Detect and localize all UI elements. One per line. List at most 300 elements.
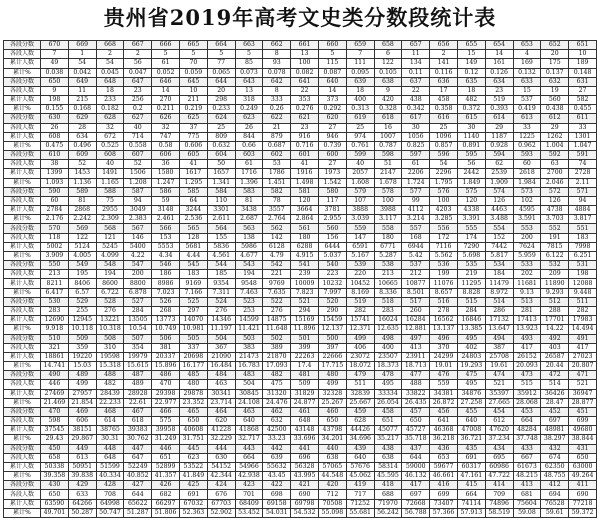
table-cell: 20.807 <box>569 362 597 371</box>
cumulative-count-row <box>4 352 597 361</box>
table-cell: 1786 <box>263 169 291 178</box>
table-cell: 16 <box>374 123 402 132</box>
table-cell: 30341 <box>207 389 235 398</box>
table-cell: 561 <box>291 224 319 233</box>
table-cell: 161 <box>485 59 513 68</box>
table-cell: 153 <box>152 233 180 242</box>
table-cell: 61 <box>152 59 180 68</box>
table-cell: 0.148 <box>569 68 597 77</box>
table-cell: 63000 <box>569 462 597 471</box>
table-cell: 61 <box>402 160 430 169</box>
table-cell: 60986 <box>485 462 513 471</box>
table-cell: 25 <box>346 123 374 132</box>
table-cell: 663 <box>235 41 263 50</box>
table-cell: 495 <box>457 380 485 389</box>
table-cell: 50.747 <box>96 508 124 517</box>
table-cell: 4338 <box>457 206 485 215</box>
table-cell: 535 <box>457 261 485 270</box>
table-cell: 2 <box>124 50 152 59</box>
table-cell: 41 <box>179 160 207 169</box>
table-cell: 12945 <box>68 316 96 325</box>
table-cell: 20337 <box>152 352 180 361</box>
table-cell: 32.229 <box>207 435 235 444</box>
table-cell: 544 <box>207 261 235 270</box>
table-cell: 100 <box>374 196 402 205</box>
table-cell: 651 <box>152 453 180 462</box>
table-cell: 5002 <box>41 242 69 251</box>
table-cell: 47008 <box>457 426 485 435</box>
table-cell: 620 <box>207 417 235 426</box>
table-cell: 446 <box>41 380 69 389</box>
table-cell: 32.717 <box>235 435 263 444</box>
cumulative-count-row <box>4 132 597 141</box>
score-row <box>4 334 597 343</box>
score-row <box>4 77 597 86</box>
table-cell: 620 <box>318 114 346 123</box>
table-cell: 6591 <box>346 242 374 251</box>
table-cell: 1.498 <box>291 178 319 187</box>
table-cell: 284 <box>457 306 485 315</box>
table-cell: 511 <box>346 380 374 389</box>
table-cell: 0.132 <box>513 68 541 77</box>
table-cell: 4.22 <box>124 251 152 260</box>
table-cell: 473 <box>513 371 541 380</box>
table-cell: 400 <box>374 343 402 352</box>
table-cell: 701 <box>235 490 263 499</box>
table-cell: 40.852 <box>124 472 152 481</box>
table-cell: 470 <box>152 380 180 389</box>
table-cell: 333 <box>263 96 291 105</box>
table-cell: 648 <box>291 417 319 426</box>
table-cell: 445 <box>179 444 207 453</box>
table-cell: 570 <box>41 224 69 233</box>
table-cell: 622 <box>263 114 291 123</box>
table-cell: 2.11 <box>569 178 597 187</box>
score-row <box>4 151 597 160</box>
table-cell: 565 <box>179 224 207 233</box>
table-cell: 631 <box>569 77 597 86</box>
table-cell: 552 <box>541 224 569 233</box>
table-cell: 0.045 <box>96 68 124 77</box>
table-cell: 2955 <box>96 206 124 215</box>
table-cell: 449 <box>68 444 96 453</box>
table-cell: 560 <box>318 224 346 233</box>
table-cell: 194 <box>235 270 263 279</box>
table-cell: 534 <box>485 261 513 270</box>
table-cell: 696 <box>291 453 319 462</box>
table-cell: 94 <box>124 196 152 205</box>
row-label: 各段分数 <box>4 187 41 196</box>
table-cell: 499 <box>346 334 374 343</box>
table-cell: 37 <box>179 123 207 132</box>
table-cell: 75 <box>96 196 124 205</box>
table-cell: 542 <box>263 261 291 270</box>
table-cell: 26.054 <box>374 398 402 407</box>
table-cell: 480 <box>318 371 346 380</box>
table-cell: 2 <box>430 50 458 59</box>
row-label: 累计人数 <box>4 59 41 68</box>
table-cell: 2728 <box>569 169 597 178</box>
table-cell: 4112 <box>402 206 430 215</box>
table-cell: 5 <box>235 50 263 59</box>
table-cell: 56 <box>457 160 485 169</box>
table-cell: 1.678 <box>374 178 402 187</box>
table-cell: 482 <box>457 96 485 105</box>
table-cell: 8.169 <box>346 288 374 297</box>
table-cell: 468 <box>96 407 124 416</box>
cumulative-count-row <box>4 316 597 325</box>
row-label: 累计人数 <box>4 242 41 251</box>
table-cell: 10 <box>569 50 597 59</box>
table-cell: 8986 <box>152 279 180 288</box>
cumulative-percent-row <box>4 251 597 260</box>
table-cell: 661 <box>291 41 319 50</box>
table-cell: 3.391 <box>457 215 485 224</box>
row-label: 各段分数 <box>4 371 41 380</box>
table-cell: 0.155 <box>41 105 69 114</box>
table-cell: 25708 <box>485 352 513 361</box>
table-cell: 3438 <box>235 206 263 215</box>
table-cell: 5836 <box>207 242 235 251</box>
table-cell: 1.004 <box>541 141 569 150</box>
table-cell: 12.137 <box>318 325 346 334</box>
table-cell: 456 <box>430 407 458 416</box>
table-cell: 3781 <box>318 206 346 215</box>
table-cell: 53 <box>263 160 291 169</box>
table-cell: 286 <box>485 306 513 315</box>
table-cell: 644 <box>124 490 152 499</box>
table-cell: 185 <box>207 270 235 279</box>
table-cell: 63 <box>541 160 569 169</box>
table-cell: 43148 <box>291 426 319 435</box>
cumulative-percent-row <box>4 288 597 297</box>
table-cell: 3.591 <box>513 215 541 224</box>
table-cell: 429 <box>68 481 96 490</box>
score-table-body <box>4 41 597 518</box>
table-cell: 52.363 <box>179 508 207 517</box>
table-cell: 19220 <box>68 352 96 361</box>
table-cell: 75604 <box>513 499 541 508</box>
table-cell: 610 <box>41 151 69 160</box>
table-cell: 16.783 <box>235 362 263 371</box>
table-cell: 493 <box>513 334 541 343</box>
table-cell: 26.872 <box>430 398 458 407</box>
table-cell: 0.078 <box>263 68 291 77</box>
table-cell: 580 <box>318 187 346 196</box>
table-cell: 11295 <box>457 279 485 288</box>
table-cell: 23072 <box>346 352 374 361</box>
table-cell: 8211 <box>41 279 69 288</box>
table-cell: 0.065 <box>207 68 235 77</box>
table-cell: 659 <box>346 41 374 50</box>
row-label: 累计人数 <box>4 279 41 288</box>
table-cell: 668 <box>96 41 124 50</box>
table-cell: 502 <box>263 334 291 343</box>
table-cell: 0.558 <box>124 141 152 150</box>
table-cell: 36947 <box>569 389 597 398</box>
row-label: 各段人数 <box>4 86 41 95</box>
table-cell: 0.042 <box>68 68 96 77</box>
table-cell: 20698 <box>179 352 207 361</box>
table-cell: 4203 <box>430 206 458 215</box>
cumulative-count-row <box>4 499 597 508</box>
table-cell: 627 <box>124 114 152 123</box>
table-cell: 431 <box>569 444 597 453</box>
table-cell: 691 <box>457 453 485 462</box>
table-cell: 7.823 <box>291 288 319 297</box>
row-label: 累计% <box>4 215 41 224</box>
table-cell: 2442 <box>457 169 485 178</box>
row-label: 累计% <box>4 178 41 187</box>
table-cell: 641 <box>291 77 319 86</box>
table-cell: 20.44 <box>541 362 569 371</box>
row-label: 各段人数 <box>4 270 41 279</box>
table-cell: 100 <box>291 59 319 68</box>
table-cell: 146 <box>124 233 152 242</box>
table-cell: 42500 <box>263 426 291 435</box>
table-cell: 20 <box>207 86 235 95</box>
table-cell: 60 <box>41 196 69 205</box>
table-cell: 0.095 <box>346 68 374 77</box>
table-cell: 444 <box>207 444 235 453</box>
table-cell: 67703 <box>207 499 235 508</box>
table-cell: 439 <box>346 444 374 453</box>
table-cell: 601 <box>291 151 319 160</box>
table-cell: 189 <box>569 59 597 68</box>
table-cell: 41.849 <box>179 472 207 481</box>
row-label: 累计% <box>4 288 41 297</box>
table-cell: 644 <box>207 77 235 86</box>
table-cell: 10877 <box>402 279 430 288</box>
table-cell: 11.896 <box>291 325 319 334</box>
table-cell: 56328 <box>291 462 319 471</box>
table-cell: 4.44 <box>179 251 207 260</box>
page-title: 贵州省2019年高考文史类分数段统计表 <box>103 5 497 30</box>
table-cell: 152 <box>485 233 513 242</box>
table-cell: 639 <box>346 77 374 86</box>
table-cell: 212 <box>402 270 430 279</box>
table-cell: 43.995 <box>291 472 319 481</box>
row-label: 各段分数 <box>4 444 41 453</box>
table-cell: 647 <box>124 77 152 86</box>
table-cell: 27469 <box>41 389 69 398</box>
table-cell: 36.218 <box>430 435 458 444</box>
table-cell: 11 <box>402 50 430 59</box>
table-cell: 39.358 <box>41 472 69 481</box>
table-cell: 18861 <box>41 352 69 361</box>
table-cell: 672 <box>96 132 124 141</box>
table-cell: 191 <box>541 233 569 242</box>
cumulative-count-row <box>4 59 597 68</box>
table-cell: 0.052 <box>152 68 180 77</box>
table-cell: 389 <box>263 343 291 352</box>
row-label: 各段人数 <box>4 233 41 242</box>
table-cell: 452 <box>541 407 569 416</box>
table-cell: 13773 <box>152 316 180 325</box>
table-cell: 10.749 <box>152 325 180 334</box>
score-row <box>4 224 597 233</box>
table-cell: 9 <box>41 86 69 95</box>
table-cell: 6 <box>374 50 402 59</box>
cumulative-percent-row <box>4 141 597 150</box>
table-cell: 255 <box>68 306 96 315</box>
table-cell: 3.039 <box>346 215 374 224</box>
table-cell: 1225 <box>513 132 541 141</box>
table-cell: 521 <box>485 380 513 389</box>
table-cell: 662 <box>263 41 291 50</box>
table-cell: 15741 <box>346 316 374 325</box>
table-cell: 22 <box>291 86 319 95</box>
table-cell: 569 <box>68 224 96 233</box>
table-cell: 1399 <box>41 169 69 178</box>
table-cell: 467 <box>124 407 152 416</box>
row-label: 累计人数 <box>4 206 41 215</box>
count-row <box>4 123 597 132</box>
score-row <box>4 114 597 123</box>
table-cell: 400 <box>346 96 374 105</box>
table-cell: 383 <box>235 343 263 352</box>
table-cell: 0.58 <box>152 141 180 150</box>
table-cell: 183 <box>179 270 207 279</box>
table-cell: 13.647 <box>485 325 513 334</box>
table-cell: 4463 <box>485 206 513 215</box>
table-cell: 6444 <box>318 242 346 251</box>
table-cell: 370 <box>430 343 458 352</box>
table-cell: 695 <box>485 453 513 462</box>
table-cell: 1.451 <box>263 178 291 187</box>
table-cell: 54152 <box>207 462 235 471</box>
table-cell: 0.393 <box>485 105 513 114</box>
table-cell: 321 <box>41 343 69 352</box>
table-cell: 0.292 <box>318 105 346 114</box>
table-cell: 397 <box>318 343 346 352</box>
table-cell: 712 <box>318 490 346 499</box>
table-cell: 39383 <box>124 426 152 435</box>
table-cell: 638 <box>374 453 402 462</box>
table-cell: 470 <box>41 407 69 416</box>
table-cell: 40608 <box>179 426 207 435</box>
table-cell: 117 <box>318 196 346 205</box>
table-cell: 57.913 <box>457 508 485 517</box>
row-label: 累计人数 <box>4 462 41 471</box>
table-cell: 21870 <box>263 352 291 361</box>
table-cell: 417 <box>402 481 430 490</box>
table-cell: 0.962 <box>513 141 541 150</box>
table-cell: 46.661 <box>430 472 458 481</box>
table-cell: 1491 <box>96 169 124 178</box>
table-cell: 5.42 <box>402 251 430 260</box>
table-cell: 172 <box>430 233 458 242</box>
table-cell: 638 <box>318 453 346 462</box>
table-cell: 0.358 <box>430 105 458 114</box>
table-cell: 282 <box>346 306 374 315</box>
table-cell: 68409 <box>235 499 263 508</box>
row-label: 累计% <box>4 508 41 517</box>
table-cell: 611 <box>569 114 597 123</box>
table-cell: 20.093 <box>513 362 541 371</box>
table-cell: 4.79 <box>263 251 291 260</box>
table-cell: 41228 <box>207 426 235 435</box>
table-cell: 19 <box>541 86 569 95</box>
table-cell: 94 <box>569 196 597 205</box>
table-cell: 0.342 <box>402 105 430 114</box>
table-cell: 418 <box>374 481 402 490</box>
table-cell: 458 <box>430 96 458 105</box>
table-cell: 0.328 <box>374 105 402 114</box>
table-cell: 0.182 <box>96 105 124 114</box>
table-cell: 23507 <box>374 352 402 361</box>
table-cell: 5986 <box>235 242 263 251</box>
table-cell: 624 <box>207 114 235 123</box>
table-cell: 422 <box>263 481 291 490</box>
table-cell: 619 <box>346 114 374 123</box>
table-cell: 694 <box>541 490 569 499</box>
table-cell: 42.938 <box>235 472 263 481</box>
table-cell: 5.959 <box>513 251 541 260</box>
table-cell: 14 <box>152 86 180 95</box>
table-cell: 4 <box>513 50 541 59</box>
table-cell: 41.357 <box>152 472 180 481</box>
table-cell: 463 <box>207 380 235 389</box>
table-cell: 1056 <box>402 132 430 141</box>
table-cell: 9.448 <box>569 288 597 297</box>
row-label: 各段分数 <box>4 297 41 306</box>
row-label: 累计人数 <box>4 169 41 178</box>
table-cell: 596 <box>430 151 458 160</box>
table-cell: 628 <box>96 114 124 123</box>
table-cell: 33822 <box>402 389 430 398</box>
table-cell: 605 <box>179 151 207 160</box>
table-cell: 0.716 <box>291 141 319 150</box>
table-cell: 428 <box>96 481 124 490</box>
table-cell: 664 <box>235 453 263 462</box>
table-cell: 462 <box>263 407 291 416</box>
table-cell: 488 <box>402 380 430 389</box>
count-row <box>4 453 597 462</box>
table-cell: 38.844 <box>569 435 597 444</box>
table-cell: 916 <box>291 132 319 141</box>
table-cell: 111 <box>346 59 374 68</box>
table-cell: 10 <box>179 86 207 95</box>
table-cell: 18 <box>346 86 374 95</box>
table-cell: 35397 <box>485 389 513 398</box>
table-cell: 575 <box>152 417 180 426</box>
table-cell: 180 <box>374 233 402 242</box>
table-cell: 10.981 <box>179 325 207 334</box>
table-cell: 551 <box>569 224 597 233</box>
table-cell: 654 <box>485 41 513 50</box>
table-cell: 219 <box>457 270 485 279</box>
table-cell: 402 <box>457 343 485 352</box>
table-cell: 147 <box>346 233 374 242</box>
table-cell: 559 <box>430 380 458 389</box>
table-cell: 537 <box>402 261 430 270</box>
table-cell: 640 <box>457 417 485 426</box>
table-cell: 658 <box>41 453 69 462</box>
table-cell: 110 <box>207 196 235 205</box>
row-label: 各段人数 <box>4 343 41 352</box>
table-cell: 13505 <box>124 316 152 325</box>
table-cell: 60 <box>513 160 541 169</box>
row-label: 各段人数 <box>4 306 41 315</box>
cumulative-percent-row <box>4 508 597 517</box>
cumulative-percent-row <box>4 215 597 224</box>
cumulative-percent-row <box>4 105 597 114</box>
table-cell: 0.249 <box>235 105 263 114</box>
table-cell: 5 <box>152 50 180 59</box>
table-cell: 253 <box>235 306 263 315</box>
table-cell: 32 <box>152 123 180 132</box>
